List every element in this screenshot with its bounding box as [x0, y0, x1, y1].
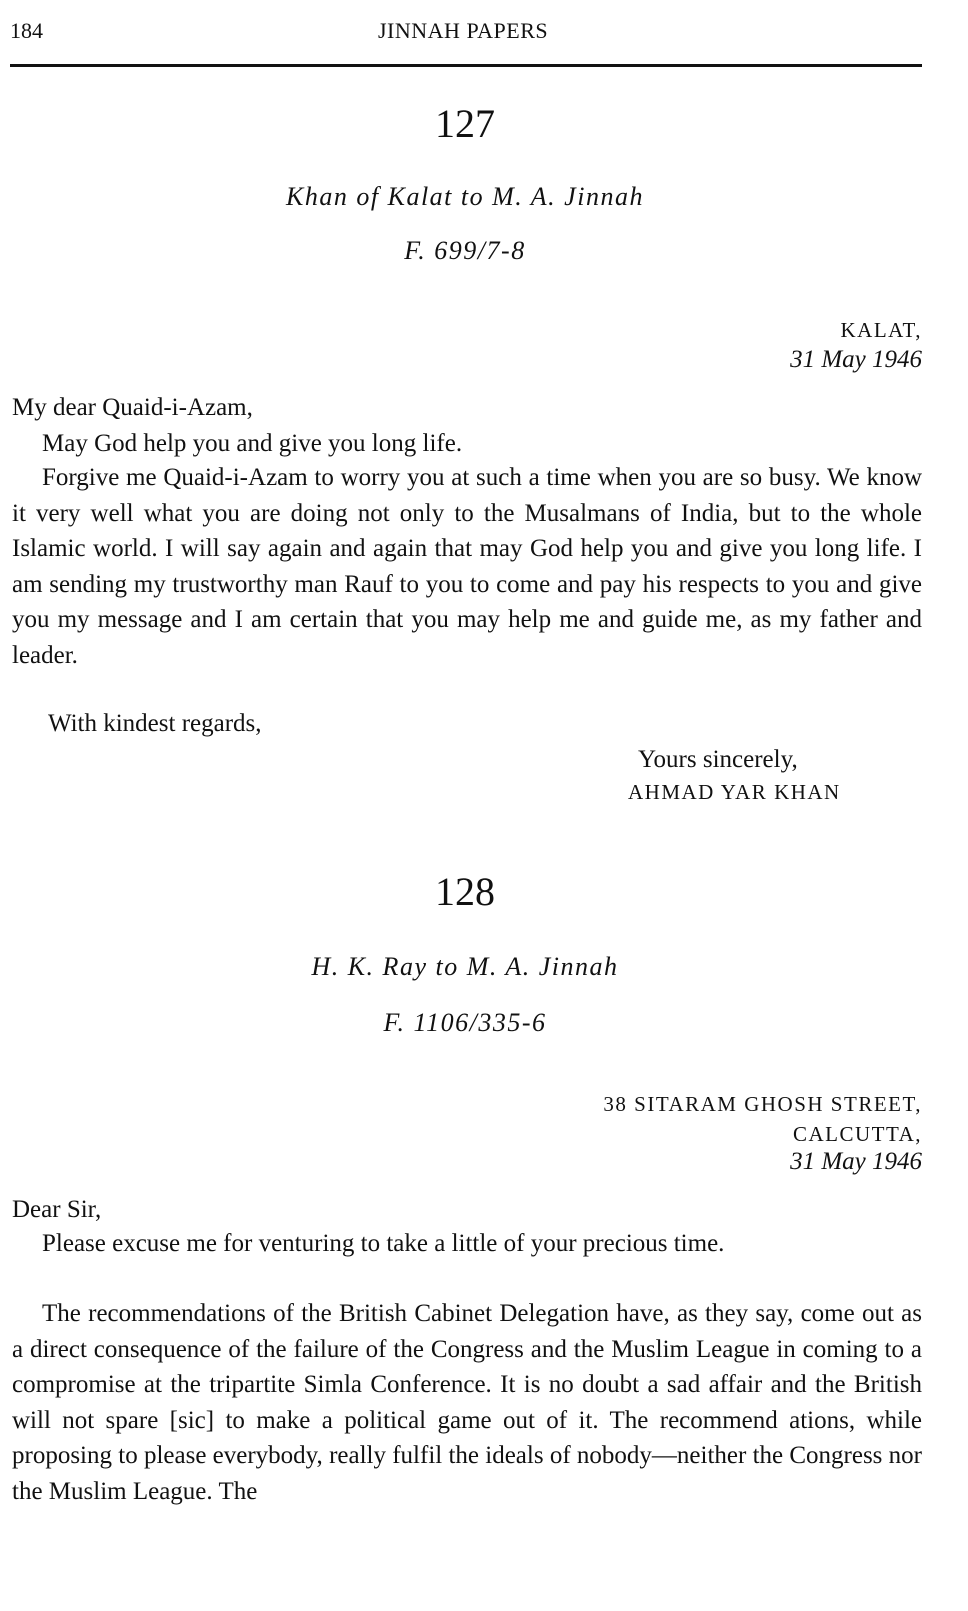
sender-address: 38 SITARAM GHOSH STREET,: [603, 1092, 922, 1116]
signature: AHMAD YAR KHAN: [628, 780, 841, 804]
letter-heading: Khan of Kalat to M. A. Jinnah: [286, 182, 644, 211]
body-paragraph: May God help you and give you long life.: [42, 430, 463, 457]
letter-date: 31 May 1946: [790, 1148, 922, 1175]
letter-date: 31 May 1946: [790, 346, 922, 373]
letter-heading: H. K. Ray to M. A. Jinnah: [311, 952, 619, 981]
letter-number: 127: [435, 101, 495, 146]
salutation: My dear Quaid-i-Azam,: [12, 394, 253, 421]
body-paragraph: The recommendations of the British Cabinet Delegation have, as they say, come out as a direct consequence of the failure of the Congress and the Muslim League in coming to a compromise at the tripartite Simla Conference. It is no doubt a sad affair and the British will not spare [sic] to make a political game out of it. The recommend ations, while proposing to please everybody, really fulfil the ideals of nobody—neither the Congress nor the Muslim League. The: [12, 1300, 922, 1505]
sender-address: CALCUTTA,: [792, 1122, 922, 1146]
body-paragraph: Please excuse me for venturing to take a little of your precious time.: [42, 1230, 725, 1257]
running-head: [10, 18, 922, 48]
salutation: Dear Sir,: [12, 1196, 102, 1223]
file-reference: F. 699/7-8: [404, 236, 526, 265]
letter-number: 128: [435, 869, 495, 914]
closing-line: With kindest regards,: [48, 710, 262, 737]
file-reference: F. 1106/335-6: [383, 1008, 547, 1037]
signoff: Yours sincerely,: [638, 746, 798, 773]
page-number: 184: [10, 18, 43, 43]
running-title: JINNAH PAPERS: [378, 18, 549, 43]
header-rule: [10, 64, 922, 67]
body-paragraph: Forgive me Quaid-i-Azam to worry you at such a time when you are so busy. We know it very well what you are doing not only to the Musalmans of India, but to the whole Islamic world. I will say again and again that may God help you and give you long life. I am sending my trustworthy man Rauf to you to come and pay his respects to you and give you my message and I am certain that you may help me and guide me, as my father and leader.: [12, 464, 922, 669]
sender-address: KALAT,: [840, 318, 922, 342]
